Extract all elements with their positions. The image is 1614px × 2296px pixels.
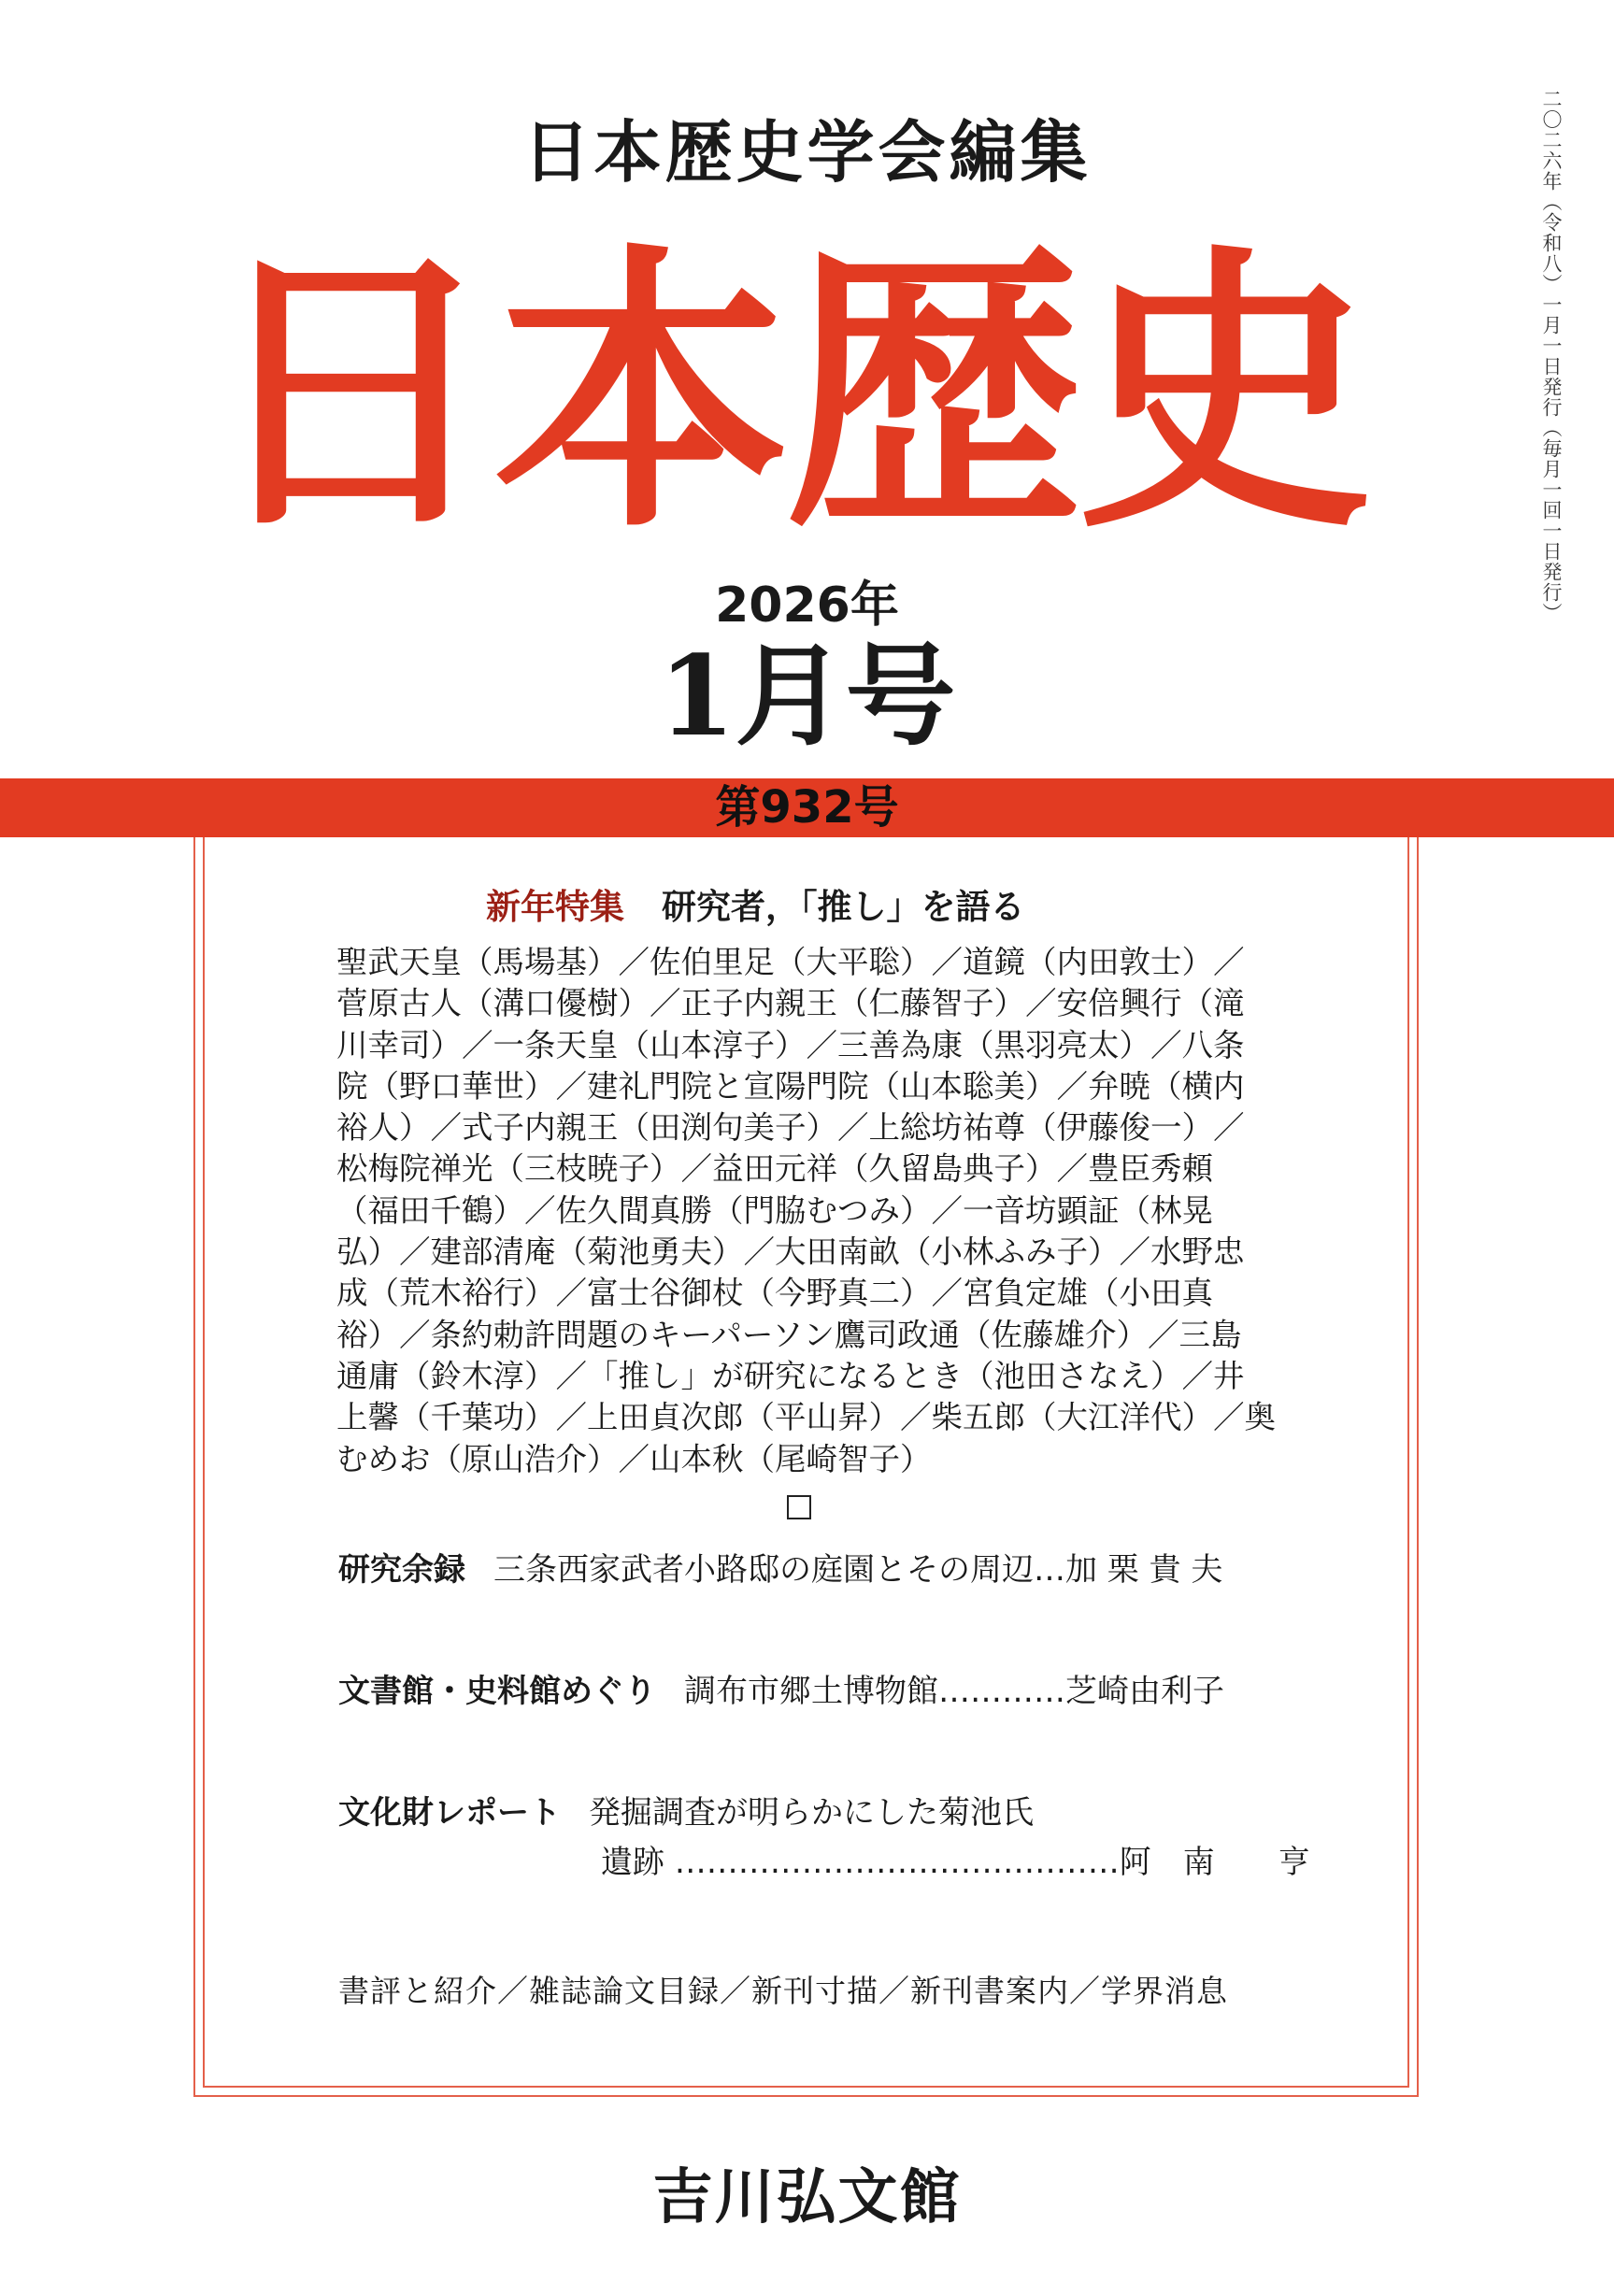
regular-columns: 書評と紹介／雑誌論文目録／新刊寸描／新刊書案内／学界消息	[338, 1973, 1228, 2009]
journal-title: 日本歴史	[202, 218, 1368, 567]
section-title: 三条西家武者小路邸の庭園とその周辺…加 栗 貴 夫	[493, 1551, 1223, 1589]
section-title: 調布市郷土博物館…………芝崎由利子	[684, 1673, 1224, 1710]
list-line: 成（荒木裕行）／富士谷御杖（今野真二）／宮負定雄（小田真	[336, 1275, 1213, 1312]
section-kenkyu-yoroku	[338, 1544, 1222, 1590]
list-line: 弘）／建部清庵（菊池勇夫）／大田南畝（小林ふみ子）／水野忠	[336, 1234, 1245, 1271]
list-line: 川幸司）／一条天皇（山本淳子）／三善為康（黒羽亮太）／八条	[336, 1026, 1245, 1063]
section-cultural-report	[338, 1787, 1034, 1833]
feature-article-list	[336, 942, 1276, 1480]
issue-year: 2026年	[715, 578, 899, 634]
section-divider-square	[787, 1495, 811, 1519]
list-line: 通庸（鈴木淳）／「推し」が研究になるとき（池田さなえ）／井	[336, 1357, 1245, 1394]
list-line: 裕）／条約勅許問題のキーパーソン鷹司政通（佐藤雄介）／三島	[336, 1316, 1242, 1353]
section-title: 発掘調査が明らかにした菊池氏	[589, 1794, 1034, 1832]
section-cultural-report-line2: 遺跡 ……………………………………阿 南 亨	[601, 1844, 1310, 1881]
list-line: 裕人）／式子内親王（田渕句美子）／上総坊祐尊（伊藤俊一）／	[336, 1109, 1245, 1147]
list-line: 上馨（千葉功）／上田貞次郎（平山昇）／柴五郎（大江洋代）／奥	[336, 1399, 1276, 1436]
list-line: むめお（原山浩介）／山本秋（尾崎智子）	[336, 1440, 932, 1477]
list-line: 菅原古人（溝口優樹）／正子内親王（仁藤智子）／安倍興行（滝	[336, 985, 1245, 1022]
list-line: 院（野口華世）／建礼門院と宣陽門院（山本聡美）／弁暁（横内	[336, 1067, 1245, 1105]
editor-credit: 日本歴史学会編集	[522, 113, 1092, 192]
feature-tag: 新年特集	[486, 887, 624, 927]
publication-date-note: 二〇二六年（令和八）一月一日発行（毎月一回一日発行）	[1540, 89, 1563, 623]
section-label: 研究余録	[338, 1551, 465, 1589]
publisher-name: 吉川弘文館	[652, 2162, 962, 2232]
feature-heading	[486, 878, 1025, 929]
list-line: （福田千鶴）／佐久間真勝（門脇むつみ）／一音坊顕証（林晃	[336, 1191, 1213, 1229]
list-line: 聖武天皇（馬場基）／佐伯里足（大平聡）／道鏡（内田敦士）／	[336, 944, 1245, 980]
feature-title: 研究者，「推し」を語る	[662, 887, 1025, 927]
list-line: 松梅院禅光（三枝暁子）／益田元祥（久留島典子）／豊臣秀頼	[336, 1150, 1213, 1188]
section-archives	[338, 1665, 1224, 1711]
issue-number: 第932号	[715, 781, 899, 834]
section-label: 文化財レポート	[338, 1794, 561, 1832]
section-label: 文書館・史料館めぐり	[338, 1673, 656, 1710]
issue-month: 1月号	[658, 631, 956, 761]
